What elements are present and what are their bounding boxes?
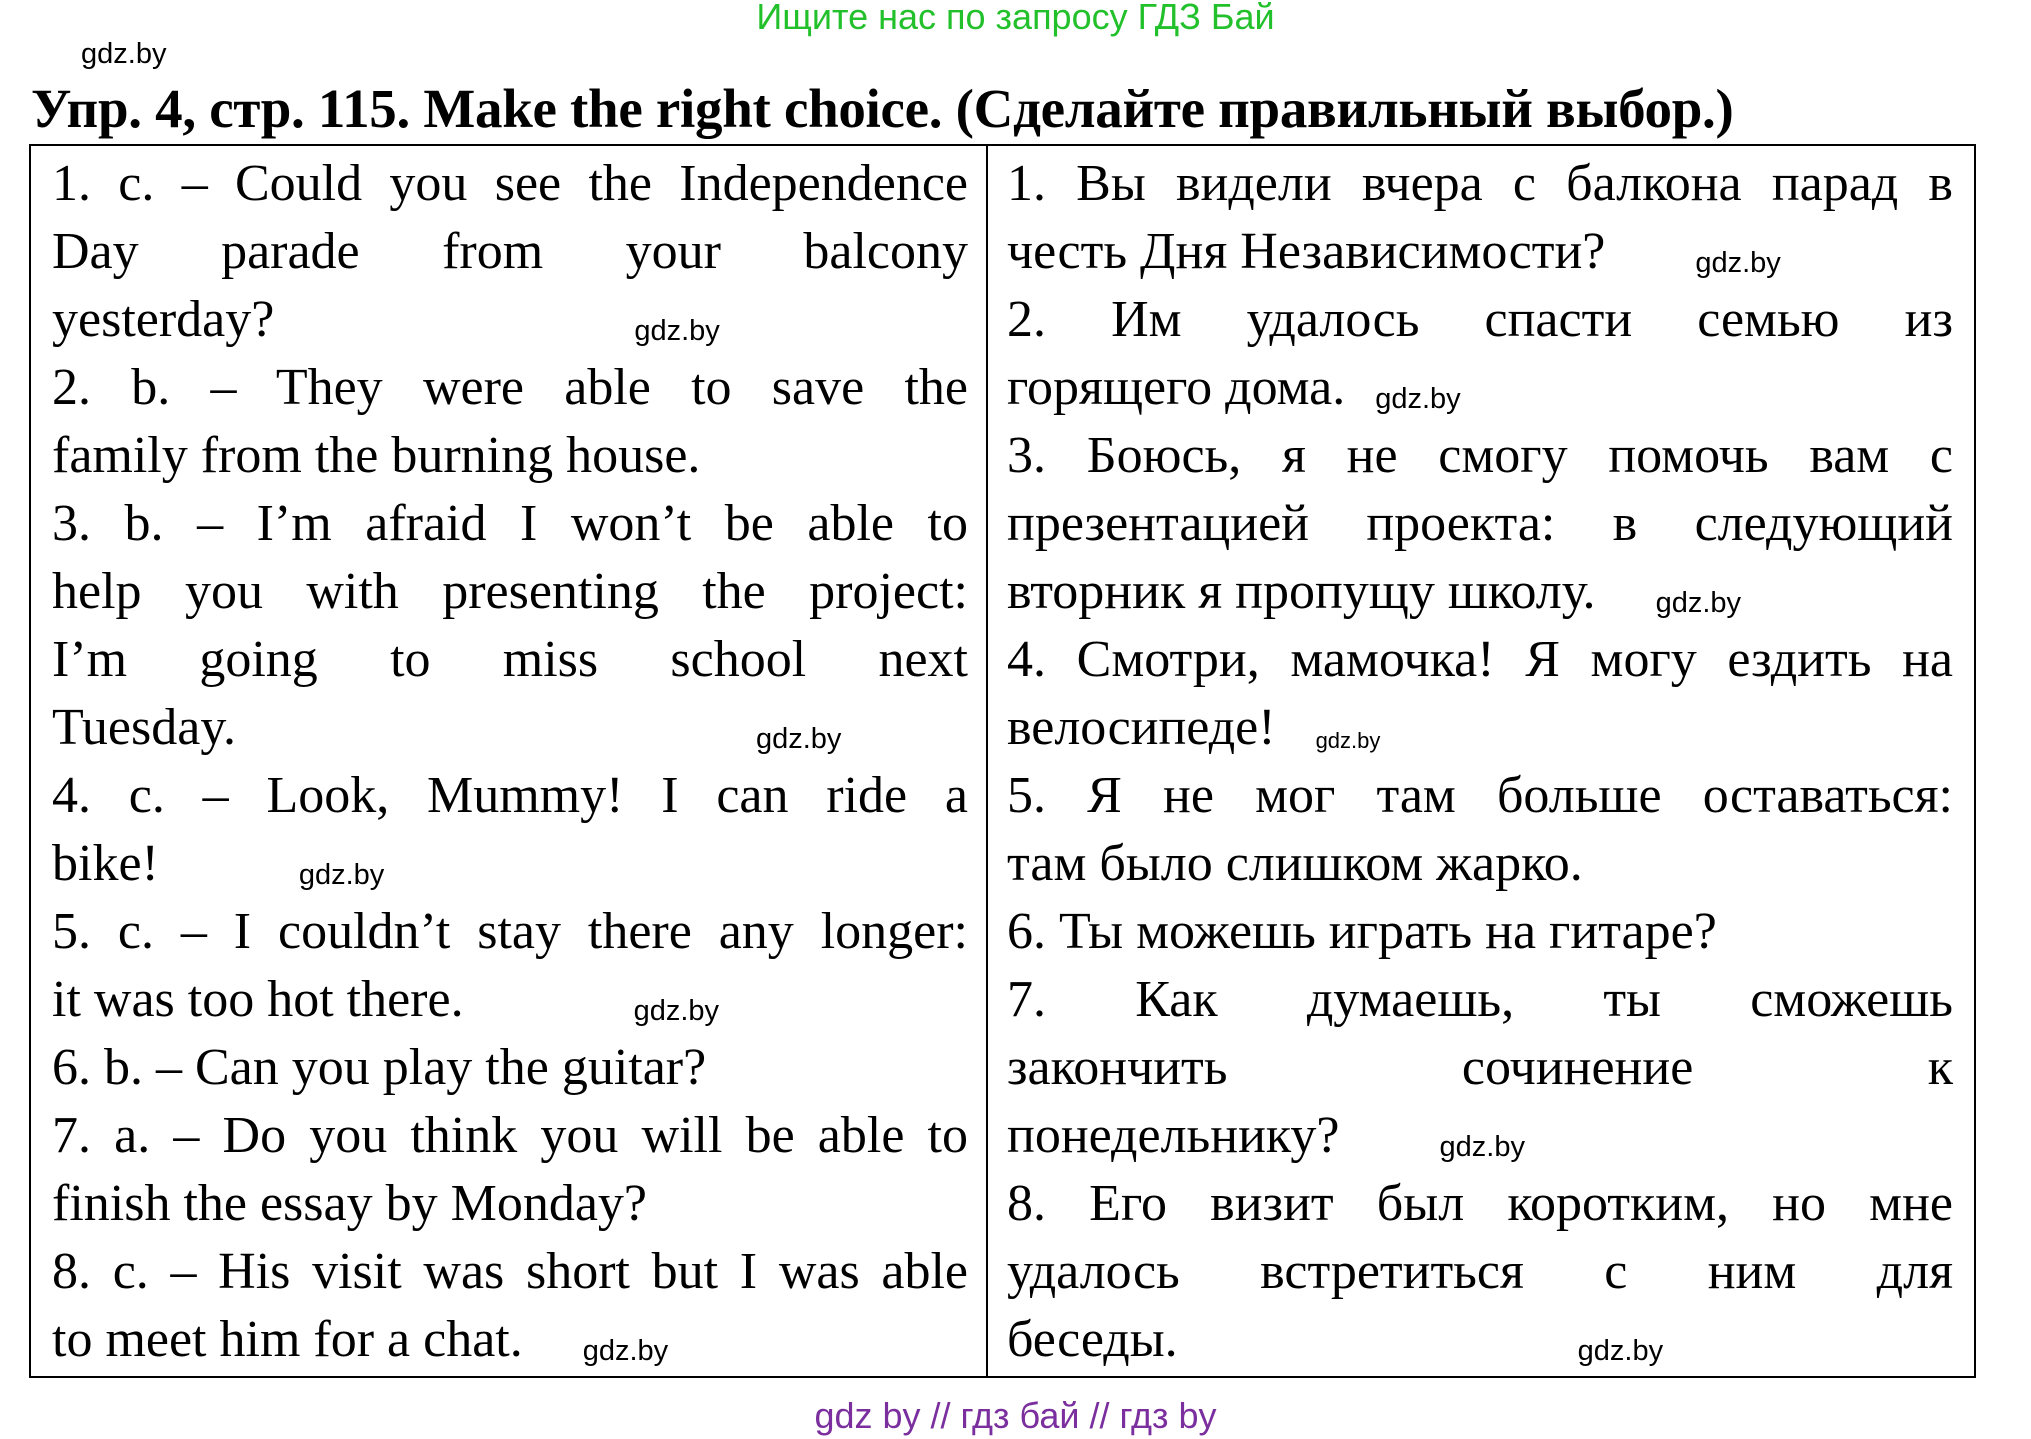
answer-line [1007,694,1953,762]
answer-line [52,762,968,830]
answer-line [52,286,968,354]
answer-line [1007,422,1953,490]
answer-line-text: 2. b. – They were able to save the [52,359,968,416]
answer-line-text: 5. c. – I couldn’t stay there any longer: [52,903,968,960]
answer-item [52,1034,968,1102]
answer-line-text: 4. c. – Look, Mummy! I can ride a [52,767,968,824]
answer-line [52,218,968,286]
answer-line-text: 8. c. – His visit was short but I was able [52,1243,968,1300]
watermark: gdz.by [1439,1131,1525,1163]
answer-line [1007,830,1953,898]
answer-line-text: горящего дома. [1007,359,1346,416]
answer-line-text: Day parade from your balcony [52,223,968,280]
answer-line [1007,558,1953,626]
answer-item [52,490,968,762]
answer-line-text: 6. Ты можешь играть на гитаре? [1007,903,1717,960]
watermark: gdz.by [81,38,167,70]
answer-line-text: честь Дня Независимости? [1007,223,1606,280]
answer-line [1007,218,1953,286]
answer-line-text: 7. a. – Do you think you will be able to [52,1107,968,1164]
answer-item [52,1102,968,1238]
answer-line-text: 1. c. – Could you see the Independence [52,155,968,212]
answer-line [1007,1306,1953,1374]
answer-line [1007,1170,1953,1238]
answer-line-text: I’m going to miss school next [52,631,968,688]
column-divider [986,146,988,1376]
answer-line [1007,1238,1953,1306]
answer-line-text: 3. b. – I’m afraid I won’t be able to [52,495,968,552]
answer-line-text: it was too hot there. [52,971,464,1028]
answer-line [52,830,968,898]
answer-item [52,898,968,1034]
answer-line [52,694,968,762]
answer-line [1007,490,1953,558]
answer-item [1007,966,1953,1170]
answer-item [52,354,968,490]
watermark: gdz.by [1577,1335,1664,1367]
answer-item [1007,286,1953,422]
answer-item [52,150,968,354]
answer-line-text: 2. Им удалось спасти семью из [1007,291,1953,348]
top-search-note: Ищите нас по запросу ГДЗ Бай [756,0,1275,37]
answer-line-text: help you with presenting the project: [52,563,968,620]
answer-line [52,898,968,966]
answer-item [1007,422,1953,626]
answer-line [1007,626,1953,694]
watermark: gdz.by [1655,587,1742,619]
answer-line [52,1238,968,1306]
answer-item [1007,626,1953,762]
answer-line-text: 7. Как думаешь, ты сможешь [1007,971,1953,1028]
answer-line [52,1034,968,1102]
answer-item [52,1238,968,1374]
answer-line-text: вторник я пропущу школу. [1007,563,1596,620]
answer-line-text: там было слишком жарко. [1007,835,1583,892]
answer-line [1007,762,1953,830]
answer-line [52,966,968,1034]
answer-line [1007,150,1953,218]
answer-line-text: закончить сочинение к [1007,1039,1953,1096]
answer-line-text: 6. b. – Can you play the guitar? [52,1039,707,1096]
answer-line [52,558,968,626]
footer-links: gdz by // гдз бай // гдз by [814,1395,1217,1436]
answer-line-text: 5. Я не мог там больше оставаться: [1007,767,1953,824]
answer-line [52,626,968,694]
answer-line [1007,898,1953,966]
answer-item [1007,762,1953,898]
answer-line-text: велосипеде! [1007,699,1276,756]
answer-item [52,762,968,898]
english-column [52,150,968,1374]
answer-line [52,490,968,558]
answer-item [1007,1170,1953,1374]
answer-line-text: 8. Его визит был коротким, но мне [1007,1175,1953,1232]
answer-line-text: 4. Смотри, мамочка! Я могу ездить на [1007,631,1953,688]
answer-line-text: bike! [52,835,159,892]
answer-item [1007,150,1953,286]
answer-line [52,1306,968,1374]
watermark: gdz.by [634,315,720,347]
answer-line [52,354,968,422]
answer-line [52,150,968,218]
watermark: gdz.by [1315,728,1381,753]
watermark: gdz.by [582,1335,669,1367]
answer-line-text: понедельнику? [1007,1107,1340,1164]
answer-line-text: to meet him for a chat. [52,1311,523,1368]
answer-line [1007,1034,1953,1102]
answers-table [29,144,1976,1378]
answer-line-text: беседы. [1007,1311,1178,1368]
watermark: gdz.by [633,995,720,1027]
watermark: gdz.by [298,859,385,891]
answer-line [52,422,968,490]
answer-item [1007,898,1953,966]
answer-line [1007,1102,1953,1170]
answer-line [1007,354,1953,422]
answer-line-text: Tuesday. [52,699,236,756]
answer-line-text: family from the burning house. [52,427,701,484]
answer-line [52,1170,968,1238]
answer-line-text: finish the essay by Monday? [52,1175,648,1232]
page-title: Упр. 4, стр. 115. Make the right choice. (Сделайте правильный выбор.) [31,78,1734,139]
answer-line-text: презентацией проекта: в следующий [1007,495,1953,552]
answer-line-text: 3. Боюсь, я не смогу помочь вам с [1007,427,1953,484]
watermark: gdz.by [755,723,842,755]
answer-line-text: 1. Вы видели вчера с балкона парад в [1007,155,1953,212]
answer-line-text: удалось встретиться с ним для [1007,1243,1953,1300]
answer-line [52,1102,968,1170]
answer-line [1007,966,1953,1034]
answer-line-text: yesterday? [52,291,275,348]
russian-column [1007,150,1953,1374]
watermark: gdz.by [1375,383,1461,415]
answer-line [1007,286,1953,354]
watermark: gdz.by [1695,247,1781,279]
